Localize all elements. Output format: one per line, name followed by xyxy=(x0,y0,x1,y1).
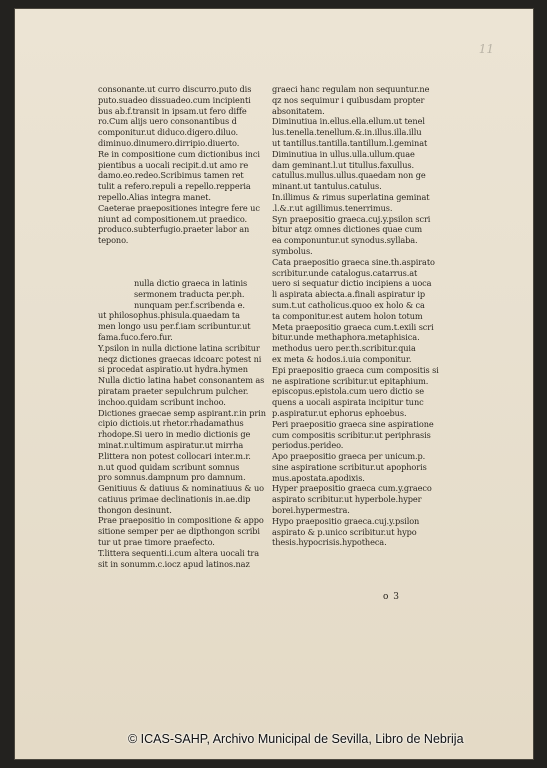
copyright-credit: © ICAS-SAHP, Archivo Municipal de Sevilla, Libro de Nebrija xyxy=(128,732,464,746)
text-line: mus.apostata.apodixis. xyxy=(272,472,365,483)
text-line: lus.tenella.tenellum.&.in.illus.illa.illu xyxy=(272,127,422,138)
text-line: thesis.hypocrisis.hypotheca. xyxy=(272,537,387,548)
text-line: fama.fuco.fero.fur. xyxy=(98,331,173,342)
text-line: tepono. xyxy=(98,235,129,246)
text-line: n.ut quod quidam scribunt somnus xyxy=(98,461,240,472)
text-line: Prae praepositio in compositione & appo xyxy=(98,515,264,526)
text-line: ex meta & hodos.i.uia componitur. xyxy=(272,353,412,364)
text-line: Genitiuus & datiuus & nominatiuus & uo xyxy=(98,483,264,494)
book-page xyxy=(14,8,534,760)
text-line: Y.psilon in nulla dictione latina scribitur xyxy=(98,342,260,353)
text-line: quens a uocali aspirata incipitur tunc xyxy=(272,397,424,408)
text-line: aspirato scribitur.ut hyperbole.hyper xyxy=(272,494,422,505)
text-line: ea componuntur.ut synodus.syllaba. xyxy=(272,235,418,246)
text-line: scribitur.unde catalogus.catarrus.at xyxy=(272,267,418,278)
left-column xyxy=(98,84,278,569)
text-line: Meta praepositio graeca cum.t.exili scri xyxy=(272,321,434,332)
text-line: componitur.ut diduco.digero.diluo. xyxy=(98,127,239,138)
text-line: minant.ut tantulus.catulus. xyxy=(272,181,382,192)
text-line: Hyper praepositio graeca cum.y.graeco xyxy=(272,483,432,494)
text-line: graeci hanc regulam non sequuntur.ne xyxy=(272,84,430,94)
text-line: consonante.ut curro discurro.puto dis xyxy=(98,84,252,94)
text-line: borei.hypermestra. xyxy=(272,505,350,516)
text-line: tur ut prae timore praefecto. xyxy=(98,537,215,548)
right-column xyxy=(272,84,452,548)
left-column-top xyxy=(98,84,278,246)
text-line: si procedat aspiratio.ut hydra.hymen xyxy=(98,364,248,375)
text-line: Syn praepositio graeca.cuj.y.psilon scri xyxy=(272,213,431,224)
text-line: Epi praepositio graeca cum compositis si xyxy=(272,364,439,375)
text-line: ro.Cum alijs uero consonantibus d xyxy=(98,116,237,127)
text-line: puto.suadeo dissuadeo.cum incipienti xyxy=(98,94,251,105)
text-line: periodus.perideo. xyxy=(272,440,344,451)
text-line: diminuo.dinumero.dirripio.diuerto. xyxy=(98,137,240,148)
text-line: catullus.mullus.ullus.quaedam non ge xyxy=(272,170,426,181)
text-line: tulit a refero.repuli a repello.repperia xyxy=(98,181,251,192)
text-line: catiuus primae declinationis in.ae.dip xyxy=(98,493,251,504)
text-line: Diminutiua in.ellus.ella.ellum.ut tenel xyxy=(272,116,425,127)
text-line: bitur.unde methaphora.metaphisica. xyxy=(272,332,420,343)
text-line: niunt ad compositionem.ut praedico. xyxy=(98,213,248,224)
text-line: bitur atqz omnes dictiones quae cum xyxy=(272,224,423,235)
text-line: Dictiones graecae semp aspirant.r.in prin xyxy=(98,407,266,418)
text-line: cum compositis scribitur.ut periphrasis xyxy=(272,429,431,440)
text-line: men longo usu per.f.iam scribuntur.ut xyxy=(98,321,251,332)
text-line: ta componitur.est autem holon totum xyxy=(272,310,423,321)
text-line: pientibus a uocali recipit.d.ut amo re xyxy=(98,159,249,170)
text-line: qz nos sequimur i quibusdam propter xyxy=(272,94,425,105)
initial-space xyxy=(98,246,278,278)
text-line: cipio dictiois.ut rhetor.rhadamathus xyxy=(98,418,244,429)
text-line: P.littera non potest collocari inter.m.r. xyxy=(98,450,251,461)
text-line: sit in sonumm.c.iocz apud latinos.naz xyxy=(98,558,250,569)
text-line: Diminutiua in ullus.ulla.ullum.quae xyxy=(272,148,415,159)
text-line: episcopus.epistola.cum uero dictio se xyxy=(272,386,424,397)
text-line: rhodope.Si uero in medio dictionis ge xyxy=(98,429,251,440)
text-line: Hypo praepositio graeca.cuj.y.psilon xyxy=(272,515,420,526)
text-line: bus ab.f.transit in ipsam.ut fero diffe xyxy=(98,105,247,116)
text-line: piratam praeter sepulchrum pulcher. xyxy=(98,385,249,396)
text-line: damo.eo.redeo.Scribimus tamen ret xyxy=(98,170,244,181)
text-line: uero si sequatur dictio incipiens a uoca xyxy=(272,278,432,289)
text-line: symbolus. xyxy=(272,245,313,256)
text-line: Re in compositione cum dictionibus inci xyxy=(98,148,260,159)
page-number: 11 xyxy=(478,42,494,56)
text-line: Nulla dictio latina habet consonantem as xyxy=(98,375,265,386)
text-line: produco.subterfugio.praeter labor an xyxy=(98,224,250,235)
text-line: Caeterae praepositiones integre fere uc xyxy=(98,202,260,213)
text-line: nunquam per.f.scribenda e. xyxy=(134,299,245,310)
text-line: sum.t.ut catholicus.quoo ex holo & ca xyxy=(272,299,425,310)
text-line: ut philosophus.phisula.quaedam ta xyxy=(98,310,240,321)
text-line: T.littera sequenti.i.cum altera uocali tra xyxy=(98,547,259,558)
text-line: aspirato & p.unico scribitur.ut hypo xyxy=(272,526,417,537)
text-line: sermonem traducta per.ph. xyxy=(134,288,245,299)
text-line: In.illimus & rimus superlatina geminat xyxy=(272,191,430,202)
text-line: minat.r.ultimum aspiratur.ut mirrha xyxy=(98,439,244,450)
text-line: thongon desinunt. xyxy=(98,504,172,515)
text-line: Peri praepositio graeca sine aspiratione xyxy=(272,418,434,429)
text-line: ut tantillus.tantilla.tantillum.l.geminat xyxy=(272,137,428,148)
text-line: pro somnus.dampnum pro damnum. xyxy=(98,472,246,483)
text-line: ne aspiratione scribitur.ut epitaphium. xyxy=(272,375,429,386)
text-line: absonitatem. xyxy=(272,105,325,116)
text-line: methodus uero per.th.scribitur.quia xyxy=(272,343,416,354)
text-line: li aspirata abiecta.a.finali aspiratur ip xyxy=(272,289,426,300)
text-line: neqz dictiones graecas idcoarc potest ni xyxy=(98,353,262,364)
text-line: repello.Alias integra manet. xyxy=(98,191,211,202)
text-line: nulla dictio graeca in latinis xyxy=(134,277,248,288)
left-column-bottom xyxy=(98,278,278,570)
text-line: p.aspiratur.ut ephorus ephoebus. xyxy=(272,407,407,418)
text-line: Cata praepositio graeca sine.th.aspirato xyxy=(272,256,435,267)
printer-signature: o 3 xyxy=(383,592,401,602)
text-line: sine aspiratione scribitur.ut apophoris xyxy=(272,461,427,472)
text-line: .l.&.r.ut agillimus.tenerrimus. xyxy=(272,202,393,213)
text-line: sitione semper per ae dipthongon scribi xyxy=(98,526,260,537)
text-line: dam geminant.l.ut titullus.faxullus. xyxy=(272,159,414,170)
text-line: Apo praepositio graeca per unicum.p. xyxy=(272,451,426,462)
text-line: inchoo.quidam scribunt inchoo. xyxy=(98,396,226,407)
